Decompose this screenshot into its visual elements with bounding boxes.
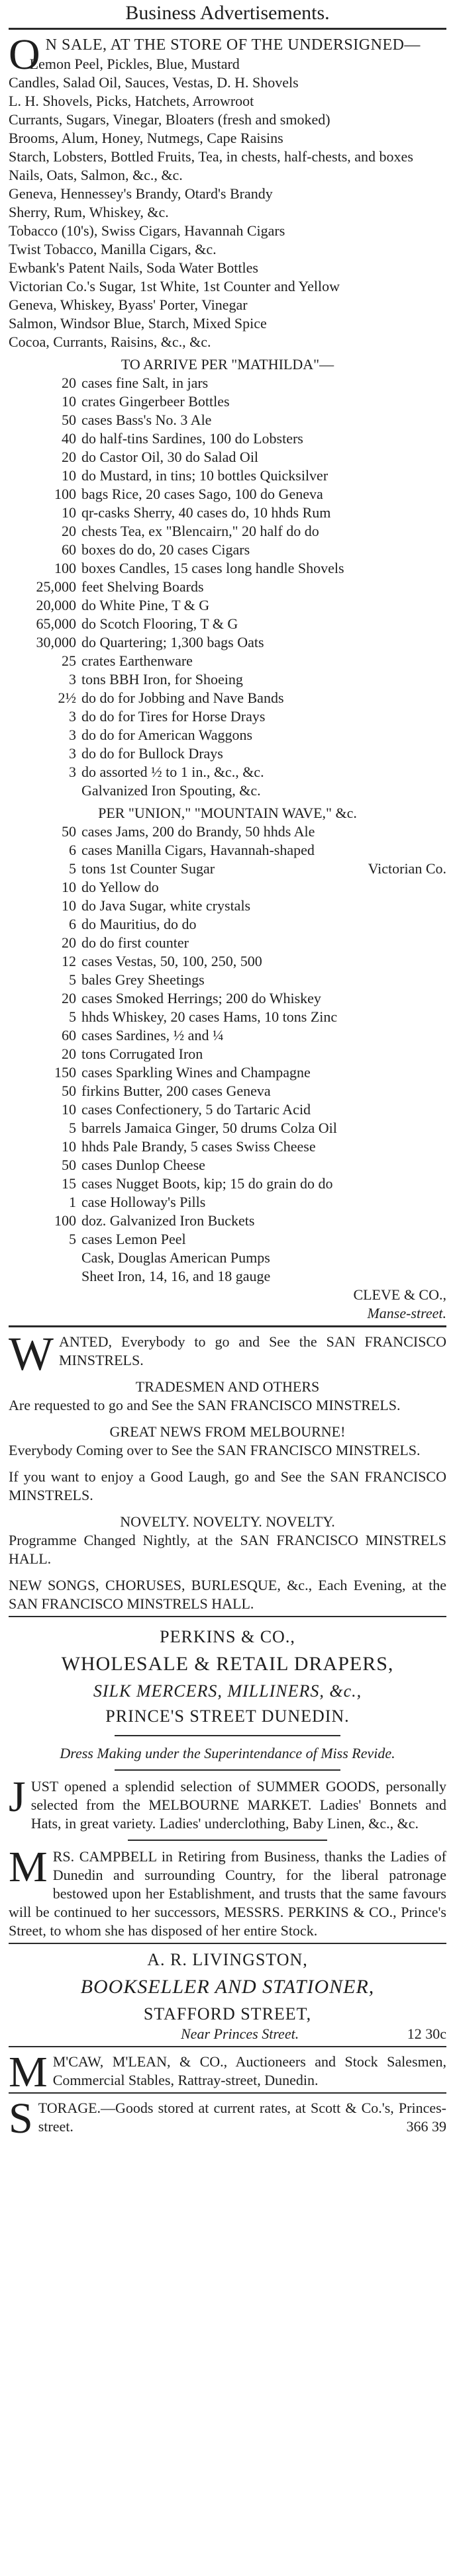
item-qty: 5 (69, 1008, 76, 1025)
item-desc: do assorted ½ to 1 in., &c., &c. (81, 764, 264, 780)
item-desc: cases Manilla Cigars, Havannah-shaped (81, 842, 315, 858)
list-item (9, 596, 446, 615)
item-qty: 25 (62, 652, 76, 669)
perkins-line3: PRINCE'S STREET DUNEDIN. (105, 1707, 350, 1726)
item-desc: do Mauritius, do do (81, 916, 197, 932)
item-desc: cases Lemon Peel (81, 1231, 186, 1247)
stock-item: Victorian Co.'s Sugar, 1st White, 1st Counter and Yellow (9, 278, 340, 294)
item-desc: tons BBH Iron, for Shoeing (81, 671, 243, 688)
item-desc: hhds Pale Brandy, 5 cases Swiss Cheese (81, 1138, 316, 1155)
item-desc: cases Smoked Herrings; 200 do Whiskey (81, 990, 321, 1006)
item-desc: Cask, Douglas American Pumps (81, 1249, 270, 1266)
list-item (9, 1193, 446, 1212)
item-qty: 50 (62, 1083, 76, 1099)
list-item (9, 1249, 446, 1267)
item-qty: 3 (69, 764, 76, 780)
dress-making: Dress Making under the Superintendance of Miss Revide. (60, 1745, 395, 1761)
list-item (9, 615, 446, 633)
ad-cleve (9, 30, 446, 1323)
item-qty: 10 (62, 393, 76, 410)
item-desc: Sheet Iron, 14, 16, and 18 gauge (81, 1268, 271, 1284)
item-desc: do do for Bullock Drays (81, 745, 223, 762)
list-item (9, 392, 446, 411)
item-desc: bags Rice, 20 cases Sago, 100 do Geneva (81, 486, 323, 502)
item-desc: cases Bass's No. 3 Ale (81, 412, 212, 428)
list-item (9, 1026, 446, 1045)
list-item (9, 1175, 446, 1193)
ad-storage (9, 2094, 446, 2143)
stock-item: Candles, Salad Oil, Sauces, Vestas, D. H. Shovels (9, 74, 299, 91)
item-desc: cases fine Salt, in jars (81, 375, 209, 391)
list-item (9, 1008, 446, 1026)
perkins-name: PERKINS & CO., (160, 1627, 295, 1646)
item-desc: cases Nugget Boots, kip; 15 do grain do do (81, 1175, 333, 1192)
everybody-text: Everybody Coming over to See the SAN FRANCISCO MINSTRELS. (9, 1442, 421, 1458)
item-qty: 3 (69, 727, 76, 743)
list-item (9, 689, 446, 707)
item-qty: 150 (54, 1064, 76, 1081)
item-qty: 50 (62, 1157, 76, 1173)
list-item (9, 1156, 446, 1175)
item-desc: cases Confectionery, 5 do Tartaric Acid (81, 1101, 311, 1118)
list-item (9, 541, 446, 559)
item-qty: 5 (69, 1231, 76, 1247)
list-item (9, 559, 446, 578)
spacer (9, 1568, 446, 1576)
item-desc: boxes do do, 20 cases Cigars (81, 541, 250, 558)
list-item (9, 448, 446, 466)
list-item (9, 1212, 446, 1230)
list-item (9, 1230, 446, 1249)
ad-mccaw (9, 2048, 446, 2096)
item-qty: 20 (62, 990, 76, 1006)
campbell-text: RS. CAMPBELL in Retiring from Business, thanks the Ladies of Dunedin and surrounding Country, for the liberal patronage bestowed upon her Establishment, and trusts that the same favours will be continued to her successors, MESSRS. PERKINS & CO., Prince's Street, to whom she has disposed of her entire Stock. (9, 1848, 446, 1939)
item-qty: 3 (69, 745, 76, 762)
item-desc: do Scotch Flooring, T & G (81, 615, 238, 632)
list-item (9, 841, 446, 860)
spacer (9, 1460, 446, 1468)
item-qty: 20 (62, 1045, 76, 1062)
item-qty: 100 (54, 560, 76, 576)
perkins-line2: SILK MERCERS, MILLINERS, &c., (93, 1681, 362, 1701)
great-news: GREAT NEWS FROM MELBOURNE! (109, 1423, 346, 1440)
item-qty: 20 (62, 375, 76, 391)
list-item (9, 1267, 446, 1286)
item-qty: 1 (69, 1194, 76, 1210)
stock-item: L. H. Shovels, Picks, Hatchets, Arrowroot (9, 93, 254, 109)
signature: CLEVE & CO., (353, 1286, 446, 1303)
novelty-heading: NOVELTY. NOVELTY. NOVELTY. (120, 1513, 335, 1530)
lead-text: ANTED, Everybody to go and See the SAN FRANCISCO MINSTRELS. (58, 1333, 446, 1368)
livingston-footer (9, 2025, 446, 2043)
item-desc: do Yellow do (81, 879, 159, 895)
item-desc: tons Corrugated Iron (81, 1045, 203, 1062)
drop-cap: O (9, 30, 40, 79)
item-qty: 10 (62, 1138, 76, 1155)
intro-text: N SALE, AT THE STORE OF THE UNDERSIGNED— (45, 36, 421, 54)
item-qty: 100 (54, 1212, 76, 1229)
item-desc: bales Grey Sheetings (81, 971, 205, 988)
item-qty: 65,000 (36, 615, 76, 632)
laugh-text: If you want to enjoy a Good Laugh, go and See the SAN FRANCISCO MINSTRELS. (9, 1468, 446, 1503)
item-qty: 60 (62, 1027, 76, 1044)
stock-item: Starch, Lobsters, Bottled Fruits, Tea, in chests, half-chests, and boxes (9, 148, 413, 165)
livingston-name: A. R. LIVINGSTON, (147, 1950, 308, 1969)
list-item (9, 934, 446, 952)
list-item (9, 466, 446, 485)
item-desc: do do for American Waggons (81, 727, 253, 743)
item-desc: qr-casks Sherry, 40 cases do, 10 hhds Rum (81, 504, 331, 521)
short-divider (115, 1769, 340, 1771)
item-desc: do Castor Oil, 30 do Salad Oil (81, 449, 259, 465)
item-desc: cases Dunlop Cheese (81, 1157, 205, 1173)
list-item (9, 504, 446, 522)
drop-cap: M (9, 1843, 48, 1891)
item-qty: 60 (62, 541, 76, 558)
stock-item: Brooms, Alum, Honey, Nutmegs, Cape Raisins (9, 130, 283, 146)
short-divider (128, 1840, 327, 1841)
stock-item: Salmon, Windsor Blue, Starch, Mixed Spice (9, 315, 267, 332)
item-qty: 10 (62, 1101, 76, 1118)
item-qty: 3 (69, 671, 76, 688)
item-desc: barrels Jamaica Ginger, 50 drums Colza Oil (81, 1120, 337, 1136)
item-desc: firkins Butter, 200 cases Geneva (81, 1083, 271, 1099)
mccaw-text: M'CAW, M'LEAN, & CO., Auctioneers and Stock Salesmen, Commercial Stables, Rattray-street, Dunedin. (52, 2053, 446, 2088)
list-item (9, 652, 446, 670)
item-qty: 10 (62, 879, 76, 895)
list-item (9, 1045, 446, 1063)
item-desc: cases Sparkling Wines and Champagne (81, 1064, 311, 1081)
item-desc: do half-tins Sardines, 100 do Lobsters (81, 430, 303, 447)
just-opened (9, 1773, 446, 1833)
list-item (9, 763, 446, 781)
item-qty: 6 (69, 916, 76, 932)
list-item (9, 670, 446, 689)
item-qty: 10 (62, 504, 76, 521)
just-text: UST opened a splendid selection of SUMMER GOODS, personally selected from the MELBOURNE MARKET. Ladies' Bonnets and Hats, in great variety. Ladies' underclothing, Baby Linen, &c., &c. (30, 1778, 446, 1832)
item-qty: 25,000 (36, 578, 76, 595)
section-header: Business Advertisements. (125, 2, 330, 24)
stock-item: Nails, Oats, Salmon, &c., &c. (9, 167, 183, 183)
tradesmen-heading: TRADESMEN AND OTHERS (135, 1378, 320, 1395)
list-item (9, 578, 446, 596)
short-divider (115, 1735, 340, 1736)
stock-item: Lemon Peel, Pickles, Blue, Mustard (29, 56, 240, 72)
item-desc: cases Jams, 200 do Brandy, 50 hhds Ale (81, 823, 315, 840)
item-qty: 20,000 (36, 597, 76, 613)
item-desc: do Mustard, in tins; 10 bottles Quicksilver (81, 467, 329, 484)
item-qty: 12 (62, 953, 76, 969)
list-item (9, 1100, 446, 1119)
stock-item: Ewbank's Patent Nails, Soda Water Bottles (9, 259, 258, 276)
item-desc: tons 1st Counter Sugar (81, 860, 215, 877)
spacer (9, 1370, 446, 1378)
item-qty: 5 (69, 860, 76, 877)
item-qty: 5 (69, 971, 76, 988)
tradesmen-text: Are requested to go and See the SAN FRANCISCO MINSTRELS. (9, 1397, 401, 1413)
spacer (9, 1505, 446, 1513)
list-item (9, 485, 446, 504)
stock-item: Currants, Sugars, Vinegar, Bloaters (fresh and smoked) (9, 111, 330, 128)
livingston-line2: STAFFORD STREET, (143, 2004, 312, 2023)
item-qty: 50 (62, 412, 76, 428)
list-item (9, 744, 446, 763)
item-desc: doz. Galvanized Iron Buckets (81, 1212, 255, 1229)
item-qty: 50 (62, 823, 76, 840)
drop-cap: J (9, 1773, 26, 1821)
drop-cap: W (9, 1327, 54, 1380)
drop-cap: S (9, 2094, 33, 2143)
item-qty: 40 (62, 430, 76, 447)
stock-item: Tobacco (10's), Swiss Cigars, Havannah Cigars (9, 222, 285, 239)
list-item (9, 522, 446, 541)
item-desc: feet Shelving Boards (81, 578, 204, 595)
list-item (9, 707, 446, 726)
spacer (9, 1415, 446, 1423)
perkins-line1: WHOLESALE & RETAIL DRAPERS, (61, 1653, 394, 1675)
list-item (9, 374, 446, 392)
item-qty: 2½ (58, 689, 76, 706)
item-desc: do do for Tires for Horse Drays (81, 708, 266, 725)
divider (9, 2092, 446, 2094)
item-qty: 30,000 (36, 634, 76, 650)
item-qty: 100 (54, 486, 76, 502)
songs-text: NEW SONGS, CHORUSES, BURLESQUE, &c., Each Evening, at the SAN FRANCISCO MINSTRELS HALL. (9, 1577, 446, 1612)
divider (9, 1325, 446, 1327)
list-item (9, 952, 446, 971)
drop-cap: M (9, 2048, 48, 2096)
item-qty: 3 (69, 708, 76, 725)
livingston-line1: BOOKSELLER AND STATIONER, (80, 1976, 375, 1998)
bracket-label: Victorian Co. (368, 860, 446, 877)
item-desc: do White Pine, T & G (81, 597, 210, 613)
list-item (9, 1063, 446, 1082)
item-qty: 6 (69, 842, 76, 858)
list-item (9, 822, 446, 841)
list-item (9, 1082, 446, 1100)
divider (9, 1943, 446, 1944)
item-desc: cases Vestas, 50, 100, 250, 500 (81, 953, 262, 969)
minstrels-lead (9, 1327, 446, 1380)
item-qty: 20 (62, 934, 76, 951)
item-qty: 20 (62, 449, 76, 465)
item-qty: 20 (62, 523, 76, 539)
item-desc: chests Tea, ex "Blencairn," 20 half do do (81, 523, 319, 539)
campbell-notice (9, 1843, 446, 1940)
union-heading: PER "UNION," "MOUNTAIN WAVE," &c. (98, 805, 357, 821)
item-qty: 10 (62, 467, 76, 484)
list-item (9, 897, 446, 915)
union-list (9, 822, 446, 1286)
list-item (9, 1119, 446, 1137)
stock-item: Geneva, Whiskey, Byass' Porter, Vinegar (9, 296, 248, 313)
stock-item: Geneva, Hennessey's Brandy, Otard's Brandy (9, 185, 273, 202)
stock-list (9, 55, 446, 351)
item-qty: 15 (62, 1175, 76, 1192)
list-item (9, 411, 446, 429)
ad-minstrels (9, 1327, 446, 1613)
storage-text: TORAGE.—Goods stored at current rates, at Scott & Co.'s, Princes-street. (38, 2100, 446, 2135)
stock-item: Cocoa, Currants, Raisins, &c., &c. (9, 333, 211, 350)
arrive-heading: TO ARRIVE PER "MATHILDA"— (121, 356, 334, 373)
stock-item: Sherry, Rum, Whiskey, &c. (9, 204, 169, 220)
list-item (9, 781, 446, 800)
signature-address: Manse-street. (367, 1305, 446, 1321)
list-item (9, 915, 446, 934)
item-desc: boxes Candles, 15 cases long handle Shovels (81, 560, 344, 576)
divider (9, 2046, 446, 2047)
page (9, 0, 446, 2143)
item-desc: Galvanized Iron Spouting, &c. (81, 782, 261, 799)
divider (9, 28, 446, 30)
ad-perkins (9, 1622, 446, 1940)
item-desc: do do for Jobbing and Nave Bands (81, 689, 284, 706)
list-item (9, 878, 446, 897)
item-desc: cases Sardines, ½ and ¼ (81, 1027, 224, 1044)
programme-text: Programme Changed Nightly, at the SAN FRANCISCO MINSTRELS HALL. (9, 1532, 446, 1567)
list-item (9, 989, 446, 1008)
item-qty: 10 (62, 897, 76, 914)
list-item (9, 726, 446, 744)
list-item (9, 1137, 446, 1156)
list-item (9, 860, 446, 878)
ad-livingston (9, 1949, 446, 2043)
ad-code: 12 30c (407, 2025, 446, 2042)
item-desc: do Java Sugar, white crystals (81, 897, 251, 914)
item-desc: hhds Whiskey, 20 cases Hams, 10 tons Zinc (81, 1008, 338, 1025)
item-desc: do do first counter (81, 934, 189, 951)
list-item (9, 971, 446, 989)
near-text: Near Princes Street. (181, 2025, 299, 2042)
stock-item: Twist Tobacco, Manilla Cigars, &c. (9, 241, 217, 257)
item-desc: crates Earthenware (81, 652, 193, 669)
item-desc: do Quartering; 1,300 bags Oats (81, 634, 264, 650)
item-qty: 5 (69, 1120, 76, 1136)
arrive-list (9, 374, 446, 800)
list-item (9, 429, 446, 448)
ad-code: 366 39 (406, 2118, 446, 2135)
item-desc: case Holloway's Pills (81, 1194, 206, 1210)
divider (9, 1616, 446, 1617)
item-desc: crates Gingerbeer Bottles (81, 393, 230, 410)
list-item (9, 633, 446, 652)
